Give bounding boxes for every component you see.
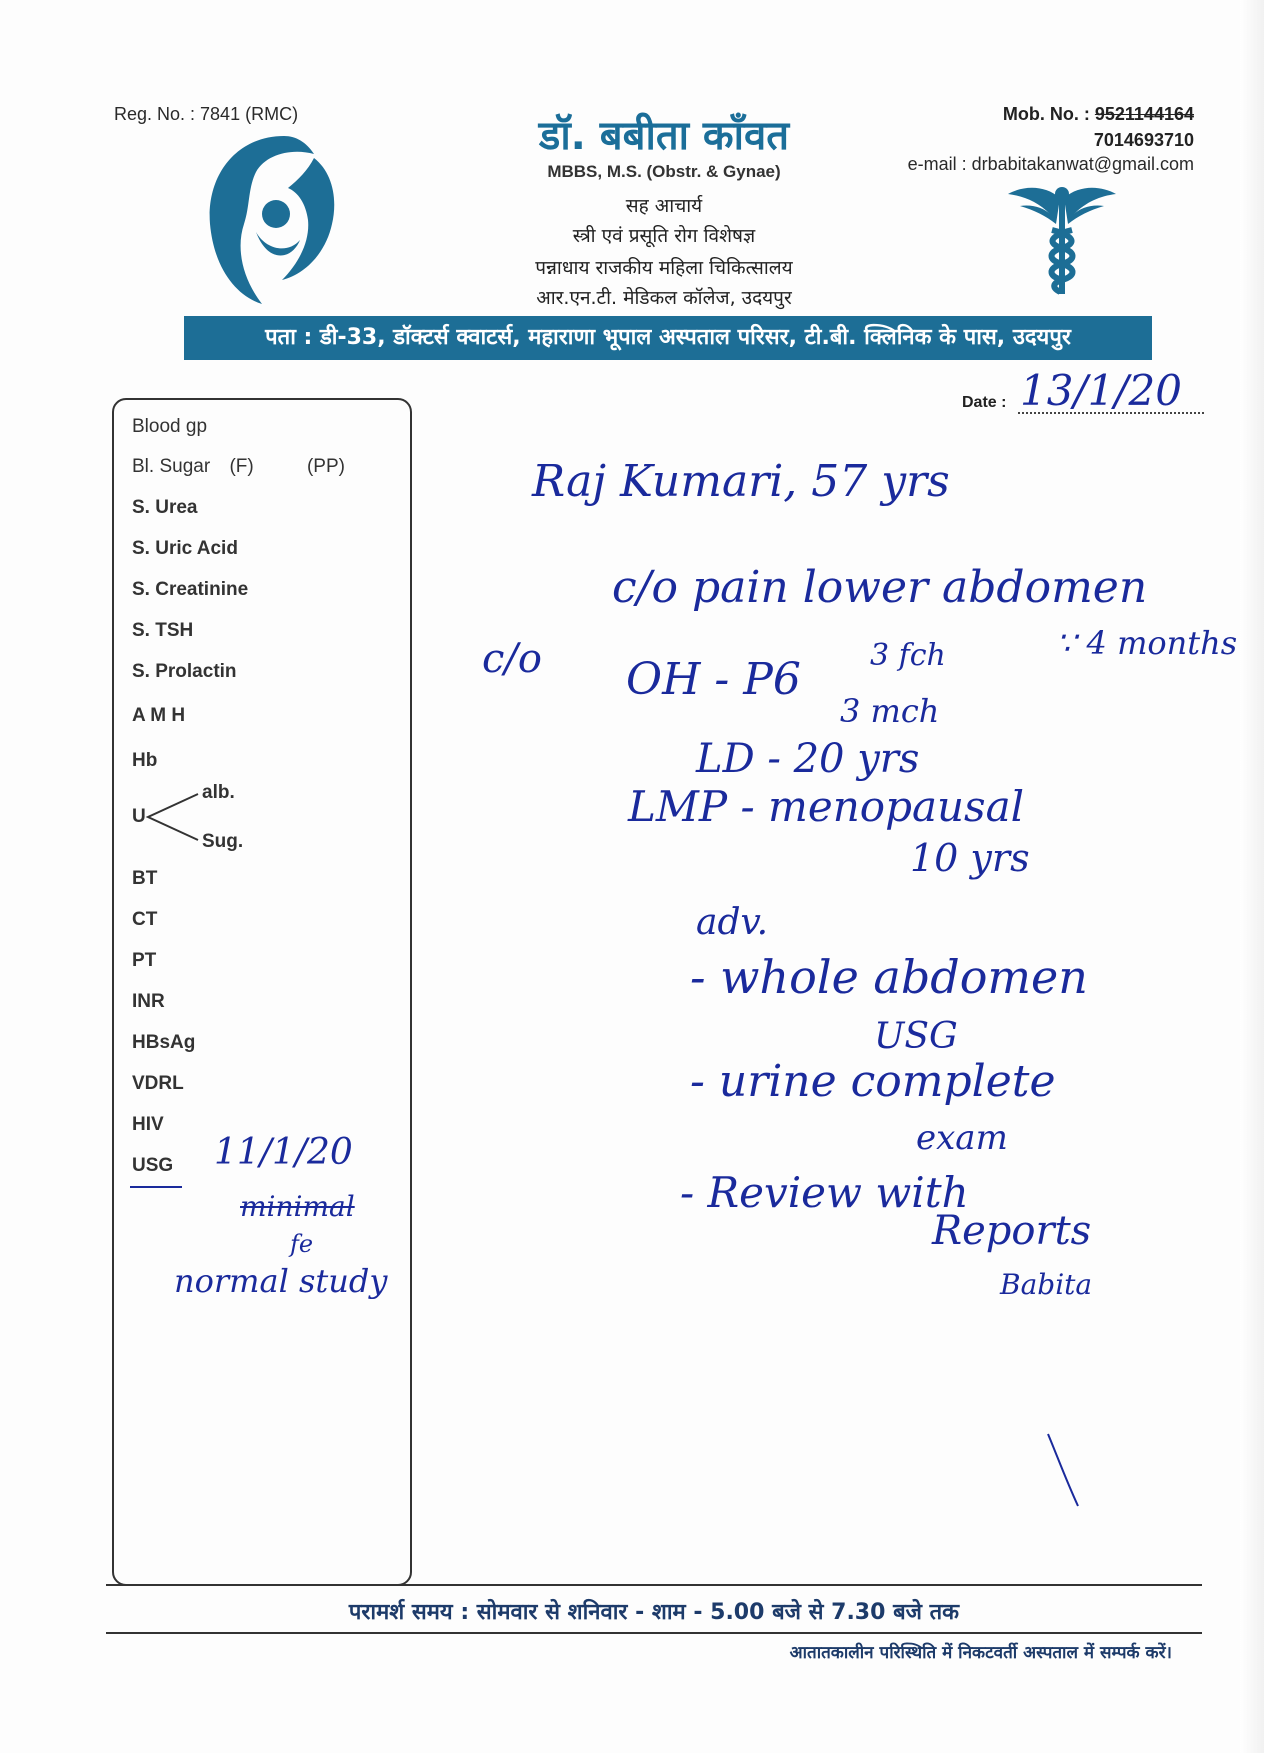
obstetric-female-children: 3 fch — [870, 638, 946, 673]
usg-note-fe: fe — [290, 1230, 314, 1258]
advice-1-usg: USG — [874, 1016, 958, 1057]
test-pt: PT — [132, 950, 157, 971]
hospital-name: पन्नाधाय राजकीय महिला चिकित्सालय — [535, 257, 793, 279]
pen-stroke — [1044, 1430, 1084, 1510]
usg-date: 11/1/20 — [214, 1132, 353, 1173]
complaint-marker: c/o — [482, 636, 542, 682]
caduceus-icon — [1004, 180, 1120, 296]
doctor-degree: MBBS, M.S. (Obstr. & Gynae) — [547, 162, 781, 181]
college-name: आर.एन.टी. मेडिकल कॉलेज, उदयपुर — [536, 287, 792, 309]
patient-name-age: Raj Kumari, 57 yrs — [532, 456, 950, 507]
usg-result: normal study — [174, 1262, 388, 1300]
test-hb: Hb — [132, 750, 158, 771]
registration-number: Reg. No. : 7841 (RMC) — [114, 104, 299, 124]
advice-label: adv. — [696, 902, 769, 943]
advice-3: - Review with — [680, 1168, 969, 1217]
usg-note-struck: minimal — [240, 1190, 355, 1223]
emergency-note: आतातकालीन परिस्थिति में निकटवर्ती अस्पताल में सम्पर्क करें। — [789, 1643, 1172, 1663]
test-inr: INR — [132, 991, 165, 1012]
test-blood-sugar — [132, 456, 345, 478]
test-usg: USG — [132, 1155, 174, 1176]
lmp-years: 10 yrs — [910, 836, 1030, 880]
consultation-time: परामर्श समय : सोमवार से शनिवार - शाम - 5.00 बजे से 7.30 बजे तक — [348, 1600, 960, 1625]
test-s-urea: S. Urea — [132, 497, 198, 518]
footer-top-rule — [106, 1584, 1202, 1586]
scan-edge — [1240, 0, 1264, 1753]
complaint-duration: ∵ 4 months — [1056, 624, 1238, 662]
test-vdrl: VDRL — [132, 1073, 184, 1094]
address-band: पता : डी-33, डॉक्टर्स क्वाटर्स, महाराणा भूपाल अस्पताल परिसर, टी.बी. क्लिनिक के पास, उदयपुर — [184, 316, 1152, 360]
mobile-line — [1003, 104, 1194, 125]
test-blood-group: Blood gp — [132, 416, 208, 437]
test-hiv: HIV — [132, 1114, 164, 1135]
test-ct: CT — [132, 909, 158, 930]
test-amh: A M H — [132, 705, 186, 726]
test-blood-sugar-fasting: (F) — [229, 456, 254, 477]
test-urine-albumin: alb. — [202, 782, 235, 803]
urine-bracket — [144, 790, 200, 844]
obstetric-male-children: 3 mch — [840, 692, 940, 730]
complaint: c/o pain lower abdomen — [612, 562, 1148, 613]
advice-2: - urine complete — [690, 1056, 1056, 1107]
test-blood-sugar-label: Bl. Sugar — [132, 456, 211, 477]
test-s-prolactin: S. Prolactin — [132, 661, 237, 682]
test-s-creatinine: S. Creatinine — [132, 579, 249, 600]
test-blood-sugar-pp: (PP) — [306, 456, 345, 477]
test-urine: U — [132, 806, 146, 827]
test-s-tsh: S. TSH — [132, 620, 194, 641]
doctor-name: डॉ. बबीता काँवत — [538, 113, 790, 159]
date-value: 13/1/20 — [1020, 366, 1182, 415]
lmp: LMP - menopausal — [628, 782, 1025, 831]
advice-2-exam: exam — [916, 1118, 1008, 1158]
advice-1: - whole abdomen — [690, 950, 1088, 1004]
advice-3-reports: Reports — [932, 1208, 1092, 1254]
doctor-signature: Babita — [1000, 1268, 1093, 1301]
mobile-new-number: 7014693710 — [1093, 130, 1194, 150]
date-label: Date : — [962, 394, 1007, 411]
designation: सह आचार्य — [625, 195, 703, 217]
test-urine-sugar: Sug. — [202, 831, 244, 852]
test-s-uric-acid: S. Uric Acid — [132, 538, 238, 559]
speciality: स्त्री एवं प्रसूति रोग विशेषज्ञ — [572, 225, 756, 247]
mobile-old-number: 9521144164 — [1094, 104, 1194, 124]
mother-child-icon — [196, 128, 346, 304]
footer-bottom-rule — [106, 1632, 1202, 1634]
email: e-mail : drbabitakanwat@gmail.com — [907, 154, 1194, 174]
last-delivery: LD - 20 yrs — [696, 736, 920, 782]
mobile-label: Mob. No. : — [1002, 104, 1090, 124]
test-bt: BT — [132, 868, 158, 889]
test-hbsag: HBsAg — [132, 1032, 196, 1053]
obstetric-history: OH - P6 — [626, 654, 801, 705]
usg-underline — [130, 1186, 182, 1188]
